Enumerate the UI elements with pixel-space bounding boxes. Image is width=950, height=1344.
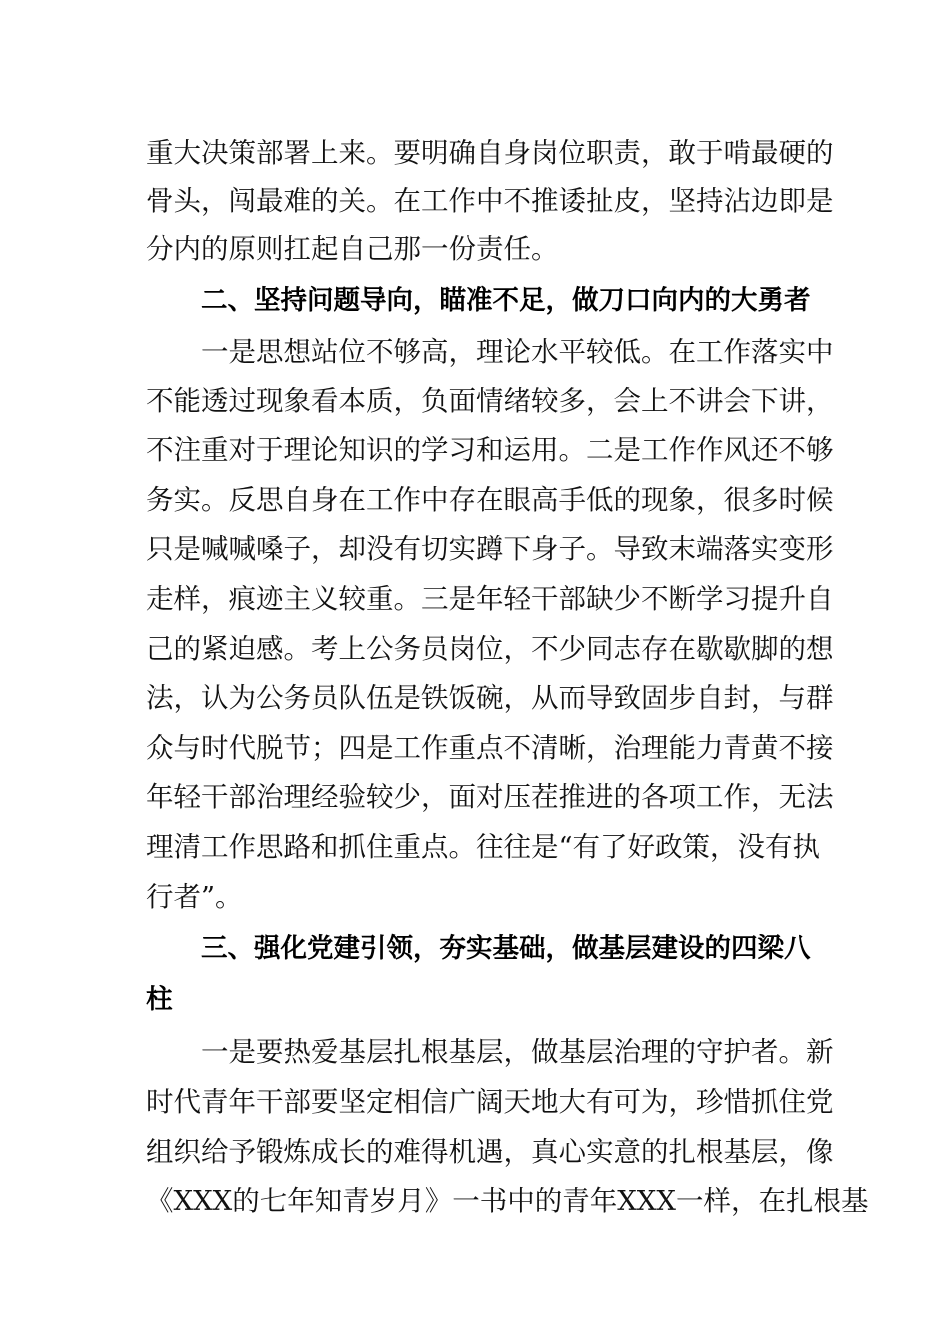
text-line: 理清工作思路和抓住重点。往往是“有了好政策，没有执 <box>146 831 821 863</box>
text-line: 一是要热爱基层扎根基层，做基层治理的守护者。新 <box>201 1036 834 1068</box>
text-line: 务实。反思自身在工作中存在眼高手低的现象，很多时候 <box>146 484 834 516</box>
text-line: 只是喊喊嗓子，却没有切实蹲下身子。导致末端落实变形 <box>146 533 834 565</box>
text-line: 《XXX的七年知青岁月》一书中的青年XXX一样，在扎根基 <box>146 1185 869 1217</box>
text-line: 不能透过现象看本质，负面情绪较多，会上不讲会下讲， <box>146 385 834 417</box>
text-line: 行者”。 <box>146 881 243 913</box>
text-line: 组织给予锻炼成长的难得机遇，真心实意的扎根基层，像 <box>146 1136 834 1168</box>
text-line: 众与时代脱节；四是工作重点不清晰，治理能力青黄不接 <box>146 732 834 764</box>
section-heading: 二、坚持问题导向，瞄准不足，做刀口向内的大勇者 <box>201 285 811 316</box>
section-heading: 三、强化党建引领，夯实基础，做基层建设的四梁八 <box>201 933 811 964</box>
text-line: 分内的原则扛起自己那一份责任。 <box>146 233 559 265</box>
text-line: 走样，痕迹主义较重。三是年轻干部缺少不断学习提升自 <box>146 583 834 615</box>
text-line: 不注重对于理论知识的学习和运用。二是工作作风还不够 <box>146 434 834 466</box>
text-line: 己的紧迫感。考上公务员岗位，不少同志存在歇歇脚的想 <box>146 633 834 665</box>
text-line: 时代青年干部要坚定相信广阔天地大有可为，珍惜抓住党 <box>146 1086 834 1118</box>
section-heading-continued: 柱 <box>146 984 173 1015</box>
text-line: 一是思想站位不够高，理论水平较低。在工作落实中 <box>201 336 834 368</box>
text-line: 骨头，闯最难的关。在工作中不推诿扯皮，坚持沾边即是 <box>146 185 834 217</box>
text-line: 年轻干部治理经验较少，面对压茬推进的各项工作，无法 <box>146 781 834 813</box>
text-line: 重大决策部署上来。要明确自身岗位职责，敢于啃最硬的 <box>146 137 834 169</box>
text-line: 法，认为公务员队伍是铁饭碗，从而导致固步自封，与群 <box>146 682 834 714</box>
